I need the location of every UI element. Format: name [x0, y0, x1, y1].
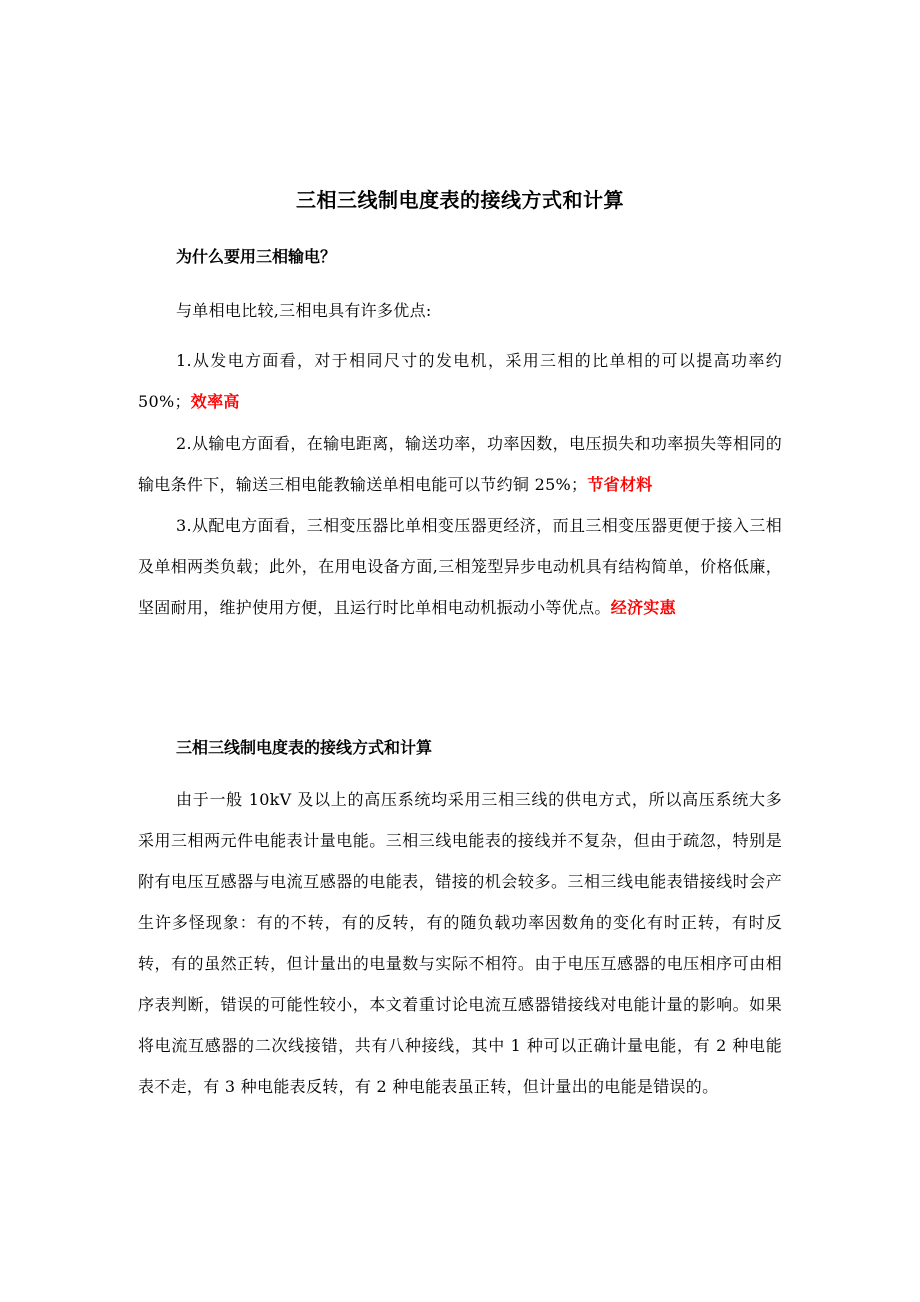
advantage-paragraph-1 — [138, 340, 782, 422]
advantage-highlight-1: 效率高 — [190, 392, 240, 411]
advantage-paragraph-3 — [138, 505, 782, 628]
section-heading-wiring: 三相三线制电度表的接线方式和计算 — [176, 738, 433, 757]
intro-paragraph: 与单相电比较,三相电具有许多优点: — [176, 301, 432, 320]
advantage-text-2: 2.从输电方面看，在输电距离，输送功率，功率因数，电压损失和功率损失等相同的输电条件下，输送三相电能教输送单相电能可以节约铜 25%； — [138, 434, 782, 494]
advantage-highlight-2: 节省材料 — [587, 475, 653, 494]
wiring-body-paragraph: 由于一般 10kV 及以上的高压系统均采用三相三线的供电方式，所以高压系统大多采用三相两元件电能表计量电能。三相三线电能表的接线并不复杂，但由于疏忽，特别是附有电压互感器与电流互感器的电能表，错接的机会较多。三相三线电能表错接线时会产生许多怪现象：有的不转，有的反转，有的随负载功率因数角的变化有时正转，有时反转，有的虽然正转，但计量出的电量数与实际不相符。由于电压互感器的电压相序可由相序表判断，错误的可能性较小，本文着重讨论电流互感器错接线对电能计量的影响。如果将电流互感器的二次线接错，共有八种接线，其中 1 种可以正确计量电能，有 2 种电能表不走，有 3 种电能表反转，有 2 种电能表虽正转，但计量出的电能是错误的。 — [138, 790, 782, 1096]
advantage-text-3: 3.从配电方面看，三相变压器比单相变压器更经济，而且三相变压器更便于接入三相及单相两类负载；此外，在用电设备方面,三相笼型异步电动机具有结构简单，价格低廉，坚固耐用，维护使用方便，且运行时比单相电动机振动小等优点。 — [138, 516, 782, 617]
advantage-text-1: 1.从发电方面看，对于相同尺寸的发电机，采用三相的比单相的可以提高功率约 50%； — [138, 351, 782, 411]
advantage-highlight-3: 经济实惠 — [610, 598, 676, 617]
document-title: 三相三线制电度表的接线方式和计算 — [296, 188, 624, 212]
advantage-paragraph-2 — [138, 423, 782, 505]
section-heading-why-three-phase: 为什么要用三相输电？ — [176, 247, 337, 266]
